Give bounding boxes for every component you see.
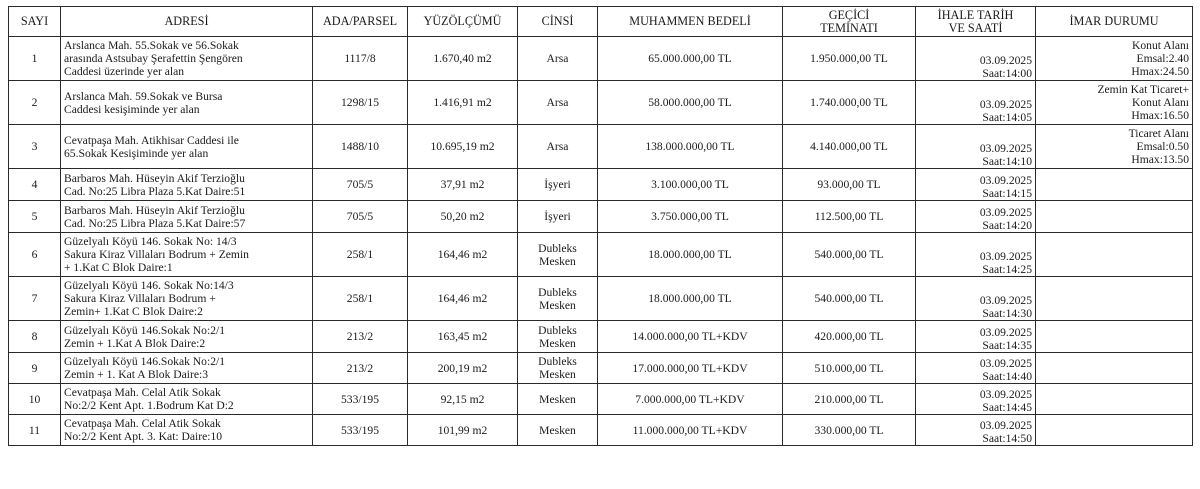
cell-imar-durumu [1036, 415, 1193, 446]
cell-sayi: 9 [9, 353, 61, 384]
cell-adres [61, 321, 313, 353]
cell-ada-parsel: 1298/15 [313, 81, 408, 125]
auction-table [8, 6, 1193, 446]
ihale-line: 03.09.2025 [979, 206, 1032, 219]
cell-muhammen-bedeli: 18.000.000,00 TL [598, 277, 783, 321]
header-sayi: SAYI [9, 7, 61, 37]
cell-yuzolcumu: 163,45 m2 [408, 321, 518, 353]
cell-yuzolcumu: 164,46 m2 [408, 277, 518, 321]
cell-ihale-tarih [916, 233, 1036, 277]
imar-line: Hmax:13.50 [1131, 153, 1189, 166]
header-gecici-line1: GEÇİCİ [828, 7, 870, 22]
table-row [9, 384, 1193, 415]
cell-cinsi [518, 125, 598, 169]
cell-muhammen-bedeli: 65.000.000,00 TL [598, 37, 783, 81]
ihale-line: 03.09.2025 [979, 174, 1032, 187]
cell-gecici-teminati: 112.500,00 TL [783, 201, 916, 233]
cell-cinsi [518, 37, 598, 81]
ihale-date-block [980, 326, 1032, 352]
cell-ihale-tarih [916, 169, 1036, 201]
cell-muhammen-bedeli: 18.000.000,00 TL [598, 233, 783, 277]
cell-adres [61, 125, 313, 169]
imar-line: Hmax:16.50 [1131, 109, 1189, 122]
ihale-line: 03.09.2025 [979, 250, 1032, 263]
imar-line: Emsal:2.40 [1136, 52, 1189, 65]
cinsi-line: Dubleks [538, 285, 577, 299]
adres-line: Güzelyalı Köyü 146. Sokak No:14/3 [64, 279, 234, 292]
adres-line: Sakura Kiraz Villaları Bodrum + [64, 292, 216, 305]
cell-sayi: 7 [9, 277, 61, 321]
cinsi-line: Mesken [539, 336, 576, 350]
ihale-line: Saat:14:40 [982, 370, 1032, 383]
cell-sayi: 6 [9, 233, 61, 277]
cell-imar-durumu [1036, 201, 1193, 233]
cell-cinsi [518, 277, 598, 321]
ihale-date-block [980, 357, 1032, 383]
ihale-date-block [980, 419, 1032, 445]
cell-gecici-teminati: 420.000,00 TL [783, 321, 916, 353]
cell-imar-durumu [1036, 384, 1193, 415]
cell-gecici-teminati: 1.740.000,00 TL [783, 81, 916, 125]
cinsi-line: Dubleks [538, 355, 577, 368]
cell-adres [61, 353, 313, 384]
table-row [9, 415, 1193, 446]
adres-line: 65.Sokak Kesişiminde yer alan [64, 146, 209, 160]
adres-line: Barbaros Mah. Hüseyin Akif Terzioğlu [64, 203, 245, 217]
cell-imar-durumu [1036, 81, 1193, 125]
table-header-row [9, 7, 1193, 37]
cell-ihale-tarih [916, 81, 1036, 125]
adres-line: Cad. No:25 Libra Plaza 5.Kat Daire:51 [64, 184, 246, 198]
cell-cinsi [518, 353, 598, 384]
cell-imar-durumu [1036, 321, 1193, 353]
cell-adres [61, 169, 313, 201]
cell-cinsi [518, 233, 598, 277]
cell-sayi: 1 [9, 37, 61, 81]
table-row [9, 37, 1193, 81]
adres-line: Zemin + 1.Kat A Blok Daire:2 [64, 336, 206, 350]
cell-adres [61, 233, 313, 277]
cinsi-line: Mesken [539, 423, 576, 437]
cell-muhammen-bedeli: 3.750.000,00 TL [598, 201, 783, 233]
ihale-date-block [980, 98, 1032, 124]
cell-ada-parsel: 533/195 [313, 384, 408, 415]
cell-gecici-teminati: 540.000,00 TL [783, 233, 916, 277]
cell-gecici-teminati: 210.000,00 TL [783, 384, 916, 415]
adres-line: Zemin + 1. Kat A Blok Daire:3 [64, 368, 209, 381]
cell-ada-parsel: 705/5 [313, 201, 408, 233]
header-ada-parsel: ADA/PARSEL [313, 7, 408, 37]
ihale-line: Saat:14:35 [982, 339, 1032, 352]
ihale-line: Saat:14:00 [982, 67, 1032, 80]
cell-ihale-tarih [916, 321, 1036, 353]
imar-line: Konut Alanı [1131, 96, 1189, 109]
cell-cinsi [518, 81, 598, 125]
cinsi-line: İşyeri [544, 210, 571, 223]
cinsi-line: Mesken [539, 368, 576, 381]
cell-adres [61, 415, 313, 446]
ihale-line: Saat:14:20 [982, 219, 1032, 232]
ihale-line: 03.09.2025 [979, 142, 1032, 155]
cell-ada-parsel: 258/1 [313, 233, 408, 277]
cinsi-line: Arsa [546, 96, 569, 109]
cell-ihale-tarih [916, 201, 1036, 233]
adres-line: Barbaros Mah. Hüseyin Akif Terzioğlu [64, 171, 245, 185]
cell-ada-parsel: 533/195 [313, 415, 408, 446]
header-gecici-teminati [783, 7, 916, 37]
cell-imar-durumu [1036, 233, 1193, 277]
ihale-line: 03.09.2025 [979, 294, 1032, 307]
cell-ada-parsel: 1488/10 [313, 125, 408, 169]
cell-muhammen-bedeli: 14.000.000,00 TL+KDV [598, 321, 783, 353]
cell-cinsi [518, 321, 598, 353]
cell-adres [61, 384, 313, 415]
adres-line: arasında Astsubay Şerafettin Şengören [64, 52, 243, 65]
ihale-date-block [980, 250, 1032, 276]
table-row [9, 277, 1193, 321]
cinsi-line: Dubleks [538, 241, 577, 255]
cell-sayi: 10 [9, 384, 61, 415]
cinsi-line: Mesken [539, 298, 576, 312]
imar-line: Ticaret Alanı [1128, 127, 1189, 140]
cell-yuzolcumu: 10.695,19 m2 [408, 125, 518, 169]
cell-ihale-tarih [916, 37, 1036, 81]
cell-imar-durumu [1036, 353, 1193, 384]
cell-yuzolcumu: 1.670,40 m2 [408, 37, 518, 81]
adres-line: Arslanca Mah. 59.Sokak ve Bursa [64, 89, 223, 103]
imar-line: Zemin Kat Ticaret+ [1097, 83, 1189, 96]
cell-gecici-teminati: 330.000,00 TL [783, 415, 916, 446]
cell-ada-parsel: 213/2 [313, 321, 408, 353]
cell-cinsi [518, 169, 598, 201]
cell-yuzolcumu: 200,19 m2 [408, 353, 518, 384]
cell-ada-parsel: 705/5 [313, 169, 408, 201]
header-ihale-tarih-saati [916, 7, 1036, 37]
cell-imar-durumu [1036, 37, 1193, 81]
cell-muhammen-bedeli: 7.000.000,00 TL+KDV [598, 384, 783, 415]
cell-adres [61, 37, 313, 81]
adres-line: Cevatpaşa Mah. Celal Atik Sokak [64, 386, 221, 399]
header-cinsi: CİNSİ [518, 7, 598, 37]
cell-muhammen-bedeli: 17.000.000,00 TL+KDV [598, 353, 783, 384]
cell-yuzolcumu: 101,99 m2 [408, 415, 518, 446]
adres-line: + 1.Kat C Blok Daire:1 [64, 261, 173, 274]
header-imar-durumu: İMAR DURUMU [1036, 7, 1193, 37]
ihale-line: Saat:14:50 [982, 432, 1032, 445]
cell-ihale-tarih [916, 384, 1036, 415]
cell-imar-durumu [1036, 277, 1193, 321]
adres-line: Güzelyalı Köyü 146. Sokak No: 14/3 [64, 235, 237, 248]
table-row [9, 321, 1193, 353]
cell-ada-parsel: 258/1 [313, 277, 408, 321]
header-muhammen-bedeli: MUHAMMEN BEDELİ [598, 7, 783, 37]
ihale-line: Saat:14:30 [982, 307, 1032, 320]
imar-line: Konut Alanı [1131, 39, 1189, 52]
adres-line: Zemin+ 1.Kat C Blok Daire:2 [64, 305, 203, 318]
cell-yuzolcumu: 92,15 m2 [408, 384, 518, 415]
ihale-line: Saat:14:45 [982, 401, 1032, 414]
ihale-line: 03.09.2025 [979, 357, 1032, 370]
cell-gecici-teminati: 540.000,00 TL [783, 277, 916, 321]
cell-cinsi [518, 384, 598, 415]
table-row [9, 125, 1193, 169]
cinsi-line: Mesken [539, 392, 576, 406]
cell-ihale-tarih [916, 415, 1036, 446]
cell-ada-parsel: 1117/8 [313, 37, 408, 81]
ihale-date-block [980, 388, 1032, 414]
cell-imar-durumu [1036, 169, 1193, 201]
ihale-line: Saat:14:05 [982, 111, 1032, 124]
cell-sayi: 8 [9, 321, 61, 353]
adres-line: Güzelyalı Köyü 146.Sokak No:2/1 [64, 355, 226, 368]
cell-ihale-tarih [916, 125, 1036, 169]
cell-yuzolcumu: 1.416,91 m2 [408, 81, 518, 125]
adres-line: No:2/2 Kent Apt. 3. Kat: Daire:10 [64, 430, 223, 443]
cinsi-line: Mesken [539, 254, 576, 268]
cell-cinsi [518, 415, 598, 446]
adres-line: Cevatpaşa Mah. Celal Atik Sokak [64, 417, 221, 430]
cinsi-line: Dubleks [538, 323, 577, 337]
adres-line: Arslanca Mah. 55.Sokak ve 56.Sokak [64, 39, 239, 52]
ihale-line: 03.09.2025 [979, 388, 1032, 401]
ihale-line: Saat:14:25 [982, 263, 1032, 276]
cell-cinsi [518, 201, 598, 233]
header-adresi: ADRESİ [61, 7, 313, 37]
ihale-date-block [980, 54, 1032, 80]
cell-sayi: 5 [9, 201, 61, 233]
cell-muhammen-bedeli: 138.000.000,00 TL [598, 125, 783, 169]
header-ihale-line1: İHALE TARİH [937, 7, 1014, 22]
table-row [9, 81, 1193, 125]
ihale-line: 03.09.2025 [979, 98, 1032, 111]
cinsi-line: İşyeri [544, 178, 571, 191]
ihale-line: 03.09.2025 [979, 419, 1032, 432]
cell-muhammen-bedeli: 11.000.000,00 TL+KDV [598, 415, 783, 446]
adres-line: Caddesi kesişiminde yer alan [64, 102, 200, 116]
adres-line: Caddesi üzerinde yer alan [64, 65, 185, 78]
cell-gecici-teminati: 1.950.000,00 TL [783, 37, 916, 81]
cell-ihale-tarih [916, 353, 1036, 384]
cell-ada-parsel: 213/2 [313, 353, 408, 384]
imar-line: Hmax:24.50 [1131, 65, 1189, 78]
cell-adres [61, 277, 313, 321]
ihale-date-block [980, 142, 1032, 168]
adres-line: Güzelyalı Köyü 146.Sokak No:2/1 [64, 323, 226, 337]
cell-yuzolcumu: 37,91 m2 [408, 169, 518, 201]
header-ihale-line2: VE SAATİ [948, 20, 1003, 35]
cell-muhammen-bedeli: 3.100.000,00 TL [598, 169, 783, 201]
cell-sayi: 2 [9, 81, 61, 125]
header-yuzolcumu: YÜZÖLÇÜMÜ [408, 7, 518, 37]
cell-adres [61, 201, 313, 233]
cinsi-line: Arsa [546, 140, 569, 153]
ihale-date-block [980, 174, 1032, 200]
table-row [9, 233, 1193, 277]
cell-gecici-teminati: 93.000,00 TL [783, 169, 916, 201]
adres-line: Cevatpaşa Mah. Atikhisar Caddesi ile [64, 133, 239, 147]
table-body [9, 37, 1193, 446]
adres-line: Cad. No:25 Libra Plaza 5.Kat Daire:57 [64, 216, 246, 230]
header-gecici-line2: TEMİNATI [820, 20, 878, 35]
ihale-line: 03.09.2025 [979, 326, 1032, 339]
cell-yuzolcumu: 164,46 m2 [408, 233, 518, 277]
ihale-line: Saat:14:10 [982, 155, 1032, 168]
ihale-line: Saat:14:15 [982, 187, 1032, 200]
cell-gecici-teminati: 510.000,00 TL [783, 353, 916, 384]
cell-sayi: 4 [9, 169, 61, 201]
table-row [9, 353, 1193, 384]
table-row [9, 169, 1193, 201]
cell-yuzolcumu: 50,20 m2 [408, 201, 518, 233]
imar-line: Emsal:0.50 [1136, 140, 1189, 153]
ihale-date-block [980, 294, 1032, 320]
cell-sayi: 11 [9, 415, 61, 446]
cell-muhammen-bedeli: 58.000.000,00 TL [598, 81, 783, 125]
ihale-date-block [980, 206, 1032, 232]
cell-imar-durumu [1036, 125, 1193, 169]
adres-line: No:2/2 Kent Apt. 1.Bodrum Kat D:2 [64, 399, 234, 412]
cell-adres [61, 81, 313, 125]
cell-ihale-tarih [916, 277, 1036, 321]
table-row [9, 201, 1193, 233]
cell-gecici-teminati: 4.140.000,00 TL [783, 125, 916, 169]
cinsi-line: Arsa [546, 52, 569, 65]
ihale-line: 03.09.2025 [979, 54, 1032, 67]
adres-line: Sakura Kiraz Villaları Bodrum + Zemin [64, 248, 249, 261]
cell-sayi: 3 [9, 125, 61, 169]
